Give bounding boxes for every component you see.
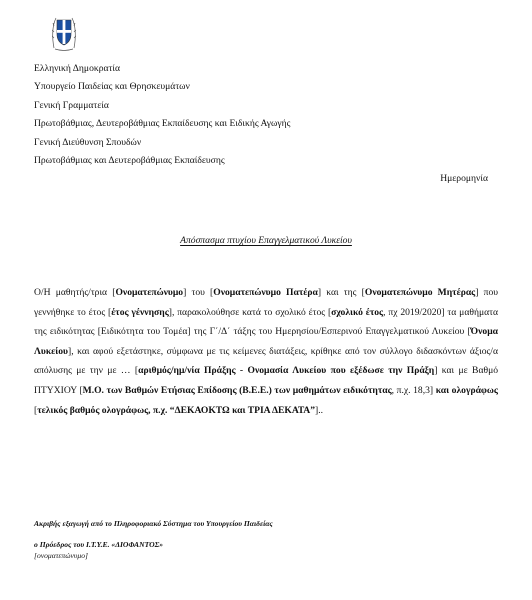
header-line-republic: Ελληνική Δημοκρατία <box>34 63 120 74</box>
act-number-placeholder: αριθμός/ημ/νία Πράξης - Ονομασία Λυκείου που εξέδωσε την Πράξη <box>138 365 435 377</box>
header-line-education-levels: Πρωτοβάθμιας, Δευτεροβάθμιας Εκπαίδευσης και Ειδικής Αγωγής <box>34 118 291 130</box>
in-words-label: και ολογράφως <box>433 384 498 396</box>
certificate-body <box>34 283 498 420</box>
school-year-placeholder: σχολικό έτος <box>331 306 384 318</box>
header-line-directorate: Γενική Διεύθυνση Σπουδών <box>34 136 142 148</box>
grade-average-placeholder: Μ.Ο. των Βαθμών Ετήσιας Επίδοσης (Β.Ε.Ε.) των μαθημάτων ειδικότητας <box>82 384 392 396</box>
president-name-placeholder: [ονοματεπώνυμο] <box>34 551 88 560</box>
extract-note: Ακριβής εξαγωγή από το Πληροφοριακό Σύστημα του Υπουργείου Παιδείας <box>34 519 273 528</box>
school-name-placeholder: Όνομα Λυκείου <box>34 326 498 357</box>
body-text: ] και της [ <box>317 287 365 298</box>
body-text: , π.χ. 18,3] <box>391 384 434 396</box>
birth-year-placeholder: έτος γέννησης <box>111 306 169 318</box>
body-text: ] του [ <box>183 287 214 298</box>
body-text: ], παρακολούθησε κατά το σχολικό έτος [ <box>168 306 332 318</box>
date-label: Ημερομηνία <box>440 173 488 184</box>
ministry-header <box>34 60 290 170</box>
body-text: ].. <box>315 404 324 416</box>
body-text: ], και αφού εξετάστηκε, σύμφωνα με τις κείμενες διατάξεις, κρίθηκε από τον σύλλογο διδασκόντων άξιος/α απόλυσης με την με … [ <box>34 345 498 377</box>
body-text: Ο/Η μαθητής/τρια [ <box>34 287 116 298</box>
greek-coat-of-arms-icon <box>52 8 76 52</box>
document-title: Απόσπασμα πτυχίου Επαγγελματικού Λυκείου <box>180 235 352 246</box>
president-title: ο Πρόεδρος του Ι.Τ.Υ.Ε. «ΔΙΟΦΑΝΤΟΣ» <box>34 540 164 549</box>
body-text: , πχ 2019/2020] τα μαθήματα της ειδικότητας [Ειδικότητα του Τομέα] της Γ΄/Δ΄ τάξης του Ημερησίου/Εσπερινού Επαγγελματικού Λυκείου [ <box>34 306 499 338</box>
signature-block <box>34 518 273 561</box>
header-line-general-secretariat: Γενική Γραμματεία <box>34 99 109 111</box>
mother-name-placeholder: Ονοματεπώνυμο Μητέρας <box>364 287 476 298</box>
body-text: ] και με Βαθμό ΠΤΥΧΙΟΥ [ <box>34 365 499 396</box>
grade-in-words-placeholder: τελικός βαθμός ολογράφως, π.χ. “ΔΕΚΑΟΚΤΩ και ΤΡΙΑ ΔΕΚΑΤΑ” <box>37 404 316 416</box>
body-text: ] που γεννήθηκε το έτος [ <box>34 287 498 318</box>
header-line-education: Πρωτοβάθμιας και Δευτεροβάθμιας Εκπαίδευσης <box>34 155 225 167</box>
body-text: [ <box>34 404 38 416</box>
header-line-ministry: Υπουργείο Παιδείας και Θρησκευμάτων <box>34 81 190 93</box>
father-name-placeholder: Ονοματεπώνυμο Πατέρα <box>213 287 318 298</box>
student-name-placeholder: Ονοματεπώνυμο <box>115 287 184 298</box>
